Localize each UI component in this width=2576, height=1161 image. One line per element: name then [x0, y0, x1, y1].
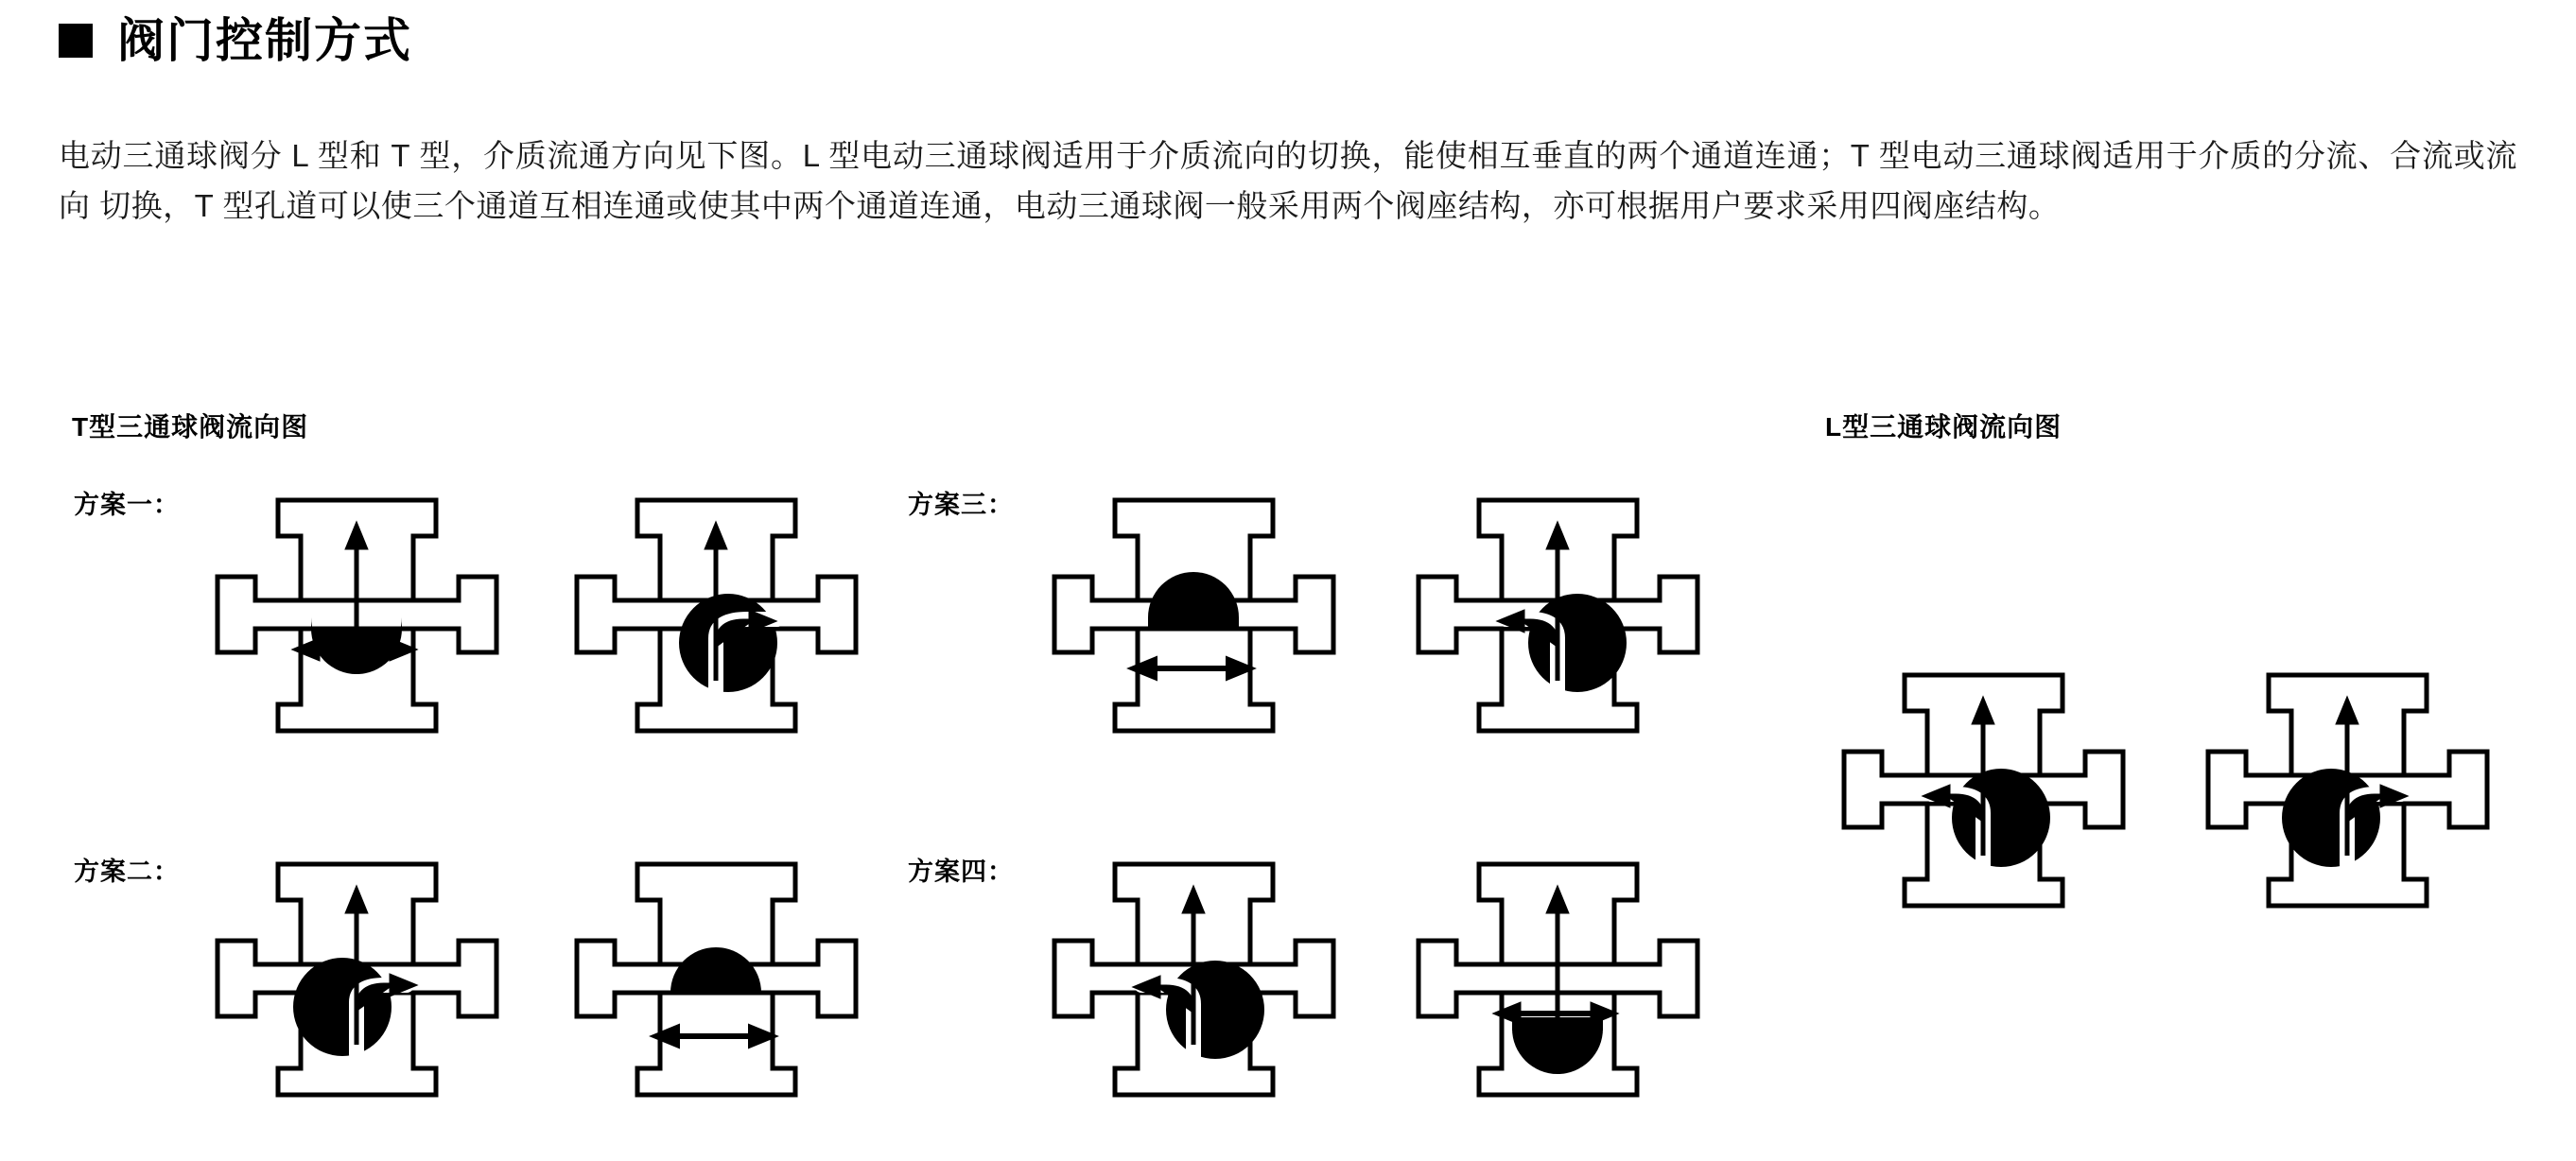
plan-label-2: 方案二：: [74, 858, 180, 886]
valve-t-plan2-state-a: [199, 851, 515, 1106]
plan-label-3: 方案三：: [908, 491, 1014, 519]
valve-l-state-b: [2189, 662, 2506, 917]
valve-t-plan3-state-b: [1400, 487, 1716, 742]
page-title: 阀门控制方式: [117, 14, 412, 67]
valve-t-plan4-state-b: [1400, 851, 1716, 1106]
plan-label-4: 方案四：: [908, 858, 1014, 886]
valve-t-plan1-state-b: [558, 487, 875, 742]
section-caption-t-type: T型三通球阀流向图: [72, 412, 309, 442]
intro-paragraph-text: 电动三通球阀分 L 型和 T 型，介质流通方向见下图。L 型电动三通球阀适用于介质流向的切换，能使相互垂直的两个通道连通；T 型电动三通球阀适用于介质的分流、合流或流向 切换，T 型孔道可以使三个通道互相连通或使其中两个通道连通，电动三通球阀一般采用两个阀座结构，亦可根据用户要求采用四阀座结构。: [59, 138, 2517, 224]
plan-label-1: 方案一：: [74, 491, 180, 519]
section-caption-l-type: L型三通球阀流向图: [1825, 412, 2063, 442]
valve-t-plan2-state-b: [558, 851, 875, 1106]
valve-t-plan3-state-a: [1036, 487, 1352, 742]
valve-t-plan1-state-a: [199, 487, 515, 742]
intro-paragraph: [59, 130, 2517, 232]
valve-t-plan4-state-a: [1036, 851, 1352, 1106]
page-heading: [59, 14, 412, 67]
valve-l-state-a: [1825, 662, 2142, 917]
square-bullet-icon: [59, 24, 93, 58]
